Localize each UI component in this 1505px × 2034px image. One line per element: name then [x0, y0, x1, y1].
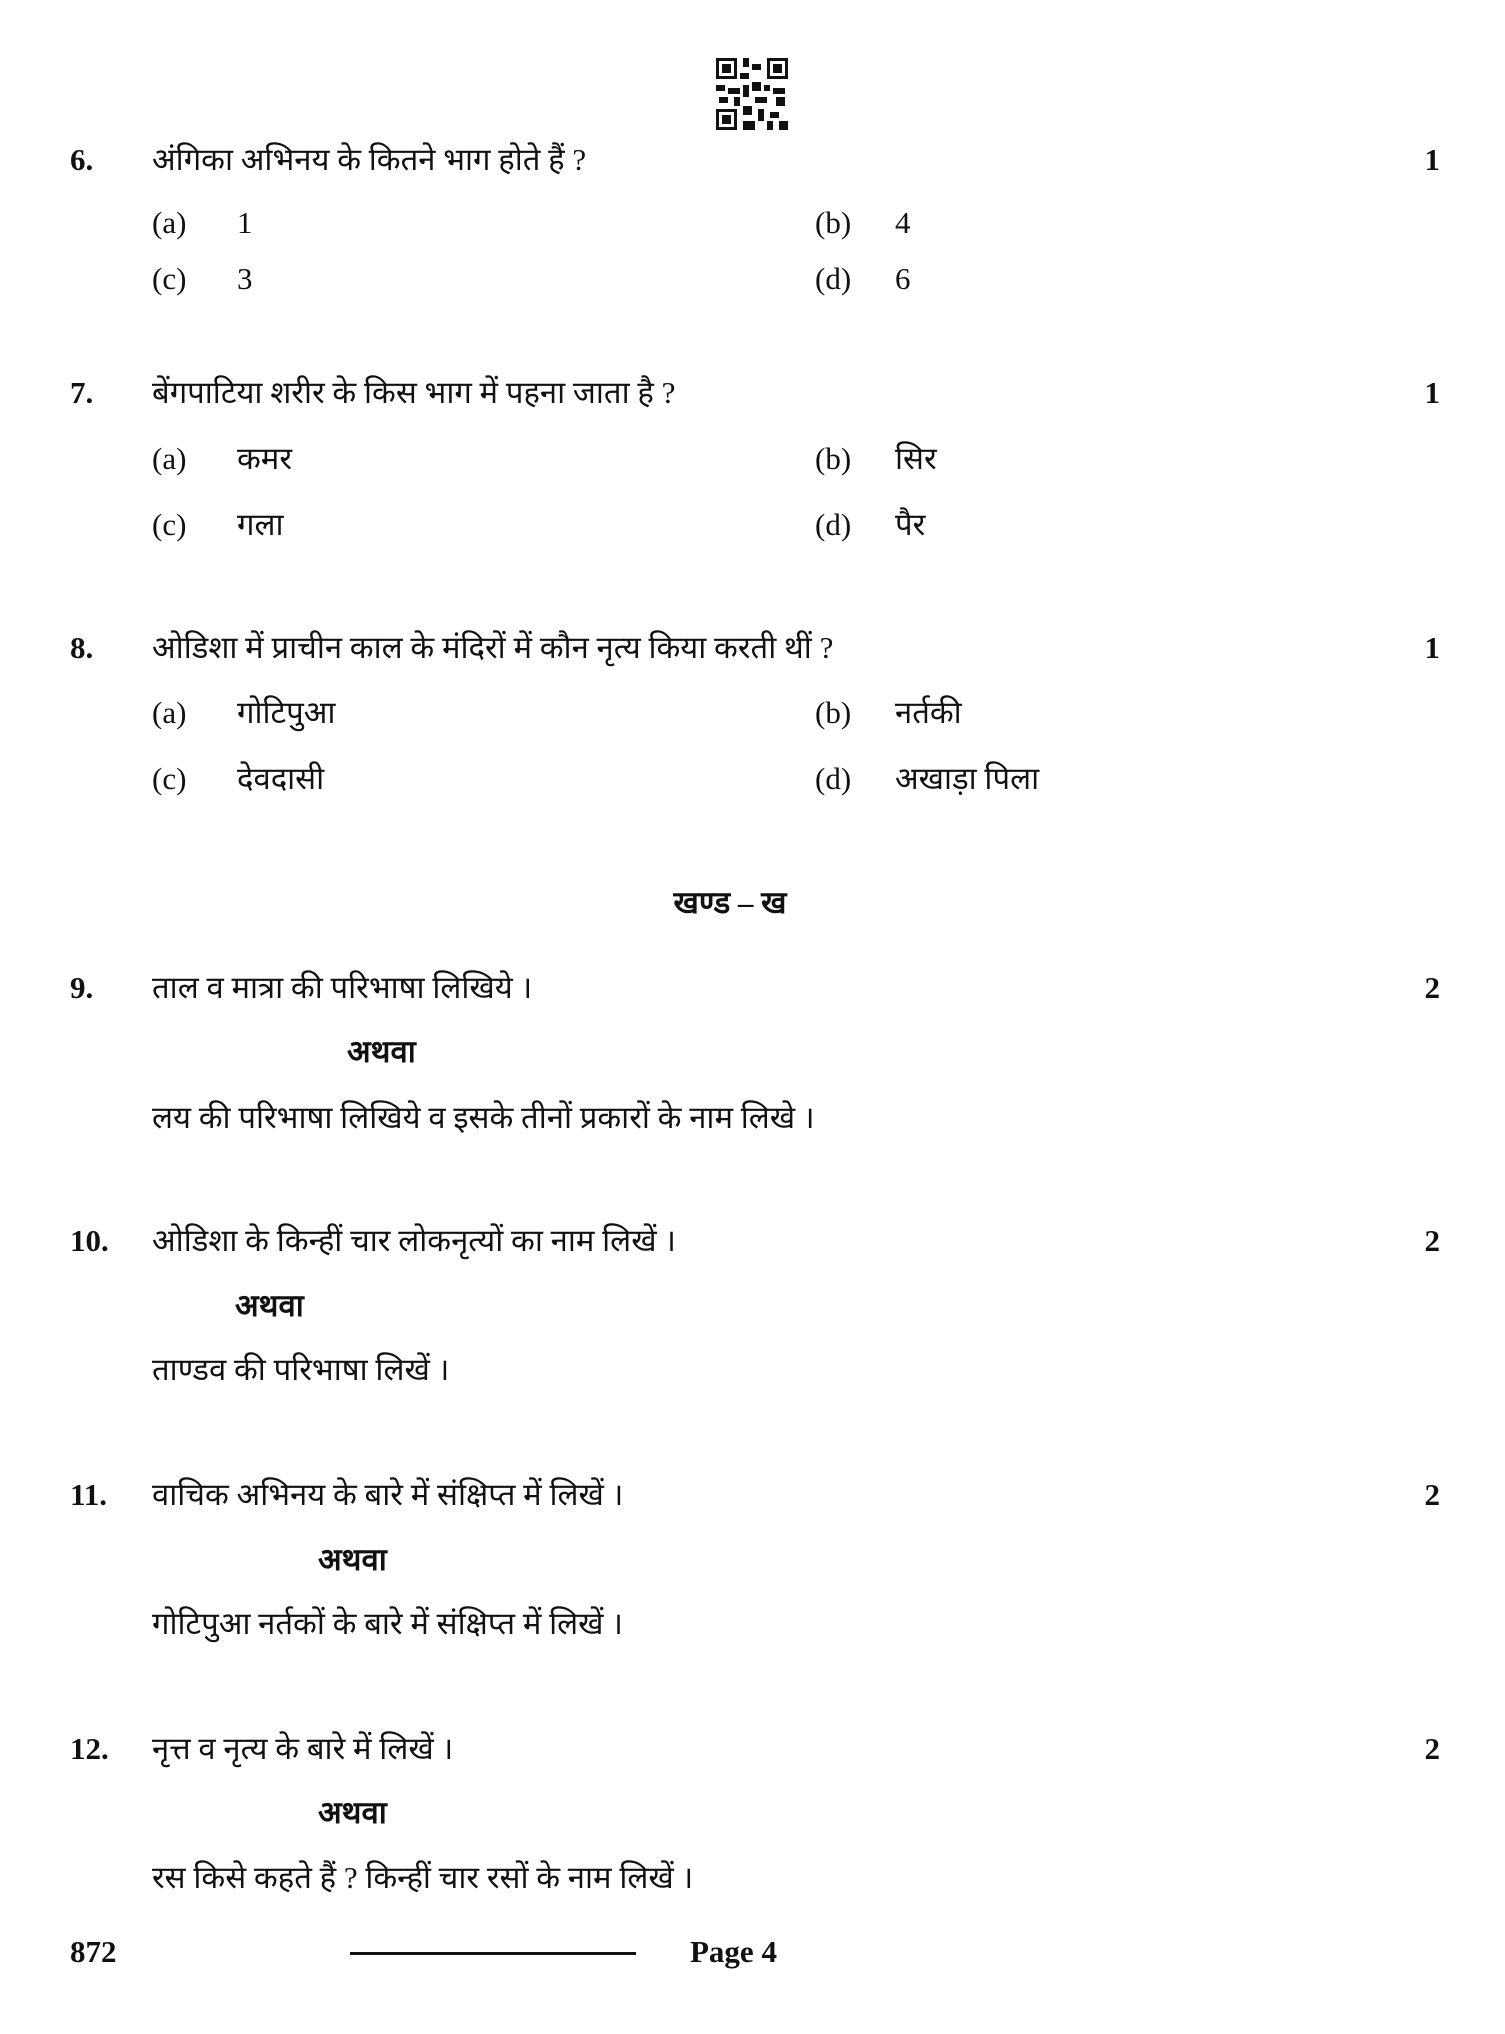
question-number: 6.	[70, 142, 94, 177]
question-number: 8.	[70, 630, 94, 665]
option-label: (a)	[152, 205, 187, 240]
question-number: 9.	[70, 970, 94, 1005]
option-value: नर्तकी	[895, 695, 962, 730]
option-label: (a)	[152, 441, 187, 476]
option-label: (c)	[152, 761, 187, 796]
question-text: बेंगपाटिया शरीर के किस भाग में पहना जाता है ?	[152, 375, 676, 410]
option-value: कमर	[237, 441, 293, 476]
question-marks: 2	[1424, 1477, 1440, 1512]
alternative-question: रस किसे कहते हैं ? किन्हीं चार रसों के नाम लिखें ।	[152, 1860, 694, 1895]
question-marks: 2	[1424, 1731, 1440, 1766]
question-text: ओडिशा में प्राचीन काल के मंदिरों में कौन नृत्य किया करती थीं ?	[152, 630, 834, 665]
option-value: गला	[237, 507, 284, 542]
alternative-question: ताण्डव की परिभाषा लिखें ।	[152, 1352, 450, 1387]
footer-rule	[350, 1952, 636, 1955]
qr-code-icon	[716, 58, 788, 130]
option-label: (d)	[815, 261, 852, 296]
page-number: Page 4	[690, 1934, 777, 1969]
question-text: अंगिका अभिनय के कितने भाग होते हैं ?	[152, 142, 587, 177]
option-value: 1	[237, 205, 253, 240]
option-label: (d)	[815, 761, 852, 796]
or-label: अथवा	[318, 1795, 387, 1830]
option-label: (c)	[152, 507, 187, 542]
question-number: 12.	[70, 1731, 109, 1766]
or-label: अथवा	[235, 1288, 304, 1323]
option-value: अखाड़ा पिला	[895, 761, 1040, 796]
question-number: 7.	[70, 375, 94, 410]
question-number: 11.	[70, 1477, 108, 1512]
option-label: (b)	[815, 695, 852, 730]
option-label: (b)	[815, 205, 852, 240]
question-text: ओडिशा के किन्हीं चार लोकनृत्यों का नाम लिखें ।	[152, 1223, 677, 1258]
question-text: नृत्त व नृत्य के बारे में लिखें ।	[152, 1731, 454, 1766]
question-marks: 2	[1424, 1223, 1440, 1258]
or-label: अथवा	[347, 1034, 416, 1069]
alternative-question: लय की परिभाषा लिखिये व इसके तीनों प्रकारों के नाम लिखे ।	[152, 1100, 815, 1135]
option-label: (c)	[152, 261, 187, 296]
option-value: सिर	[895, 441, 937, 476]
alternative-question: गोटिपुआ नर्तकों के बारे में संक्षिप्त में लिखें ।	[152, 1606, 624, 1641]
question-marks: 2	[1424, 970, 1440, 1005]
option-value: पैर	[895, 507, 926, 542]
option-value: गोटिपुआ	[237, 695, 336, 730]
question-marks: 1	[1424, 375, 1440, 410]
paper-code: 872	[70, 1934, 117, 1969]
question-text: ताल व मात्रा की परिभाषा लिखिये ।	[152, 970, 533, 1005]
option-label: (b)	[815, 441, 852, 476]
option-label: (d)	[815, 507, 852, 542]
option-label: (a)	[152, 695, 187, 730]
question-text: वाचिक अभिनय के बारे में संक्षिप्त में लिखें ।	[152, 1477, 624, 1512]
question-marks: 1	[1424, 142, 1440, 177]
question-number: 10.	[70, 1223, 109, 1258]
question-marks: 1	[1424, 630, 1440, 665]
option-value: देवदासी	[237, 761, 325, 796]
option-value: 3	[237, 261, 253, 296]
option-value: 4	[895, 205, 911, 240]
option-value: 6	[895, 261, 911, 296]
section-heading: खण्ड – ख	[673, 885, 787, 920]
or-label: अथवा	[318, 1542, 387, 1577]
